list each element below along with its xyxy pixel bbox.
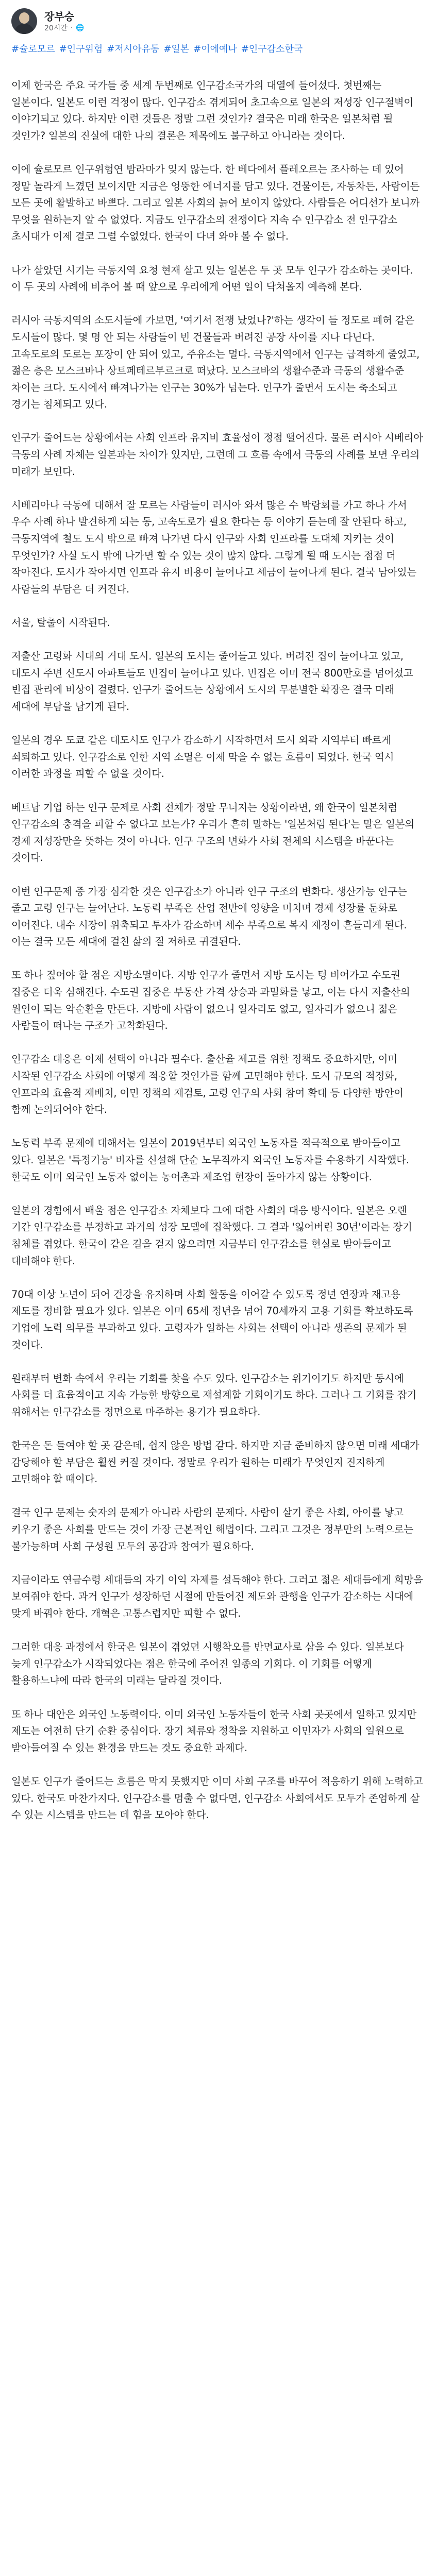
post-header bbox=[11, 7, 426, 36]
post-paragraph: 원래부터 변화 속에서 우리는 기회를 찾을 수도 있다. 인구감소는 위기이기도 하지만 동시에 사회를 더 효율적이고 지속 가능한 방향으로 재설계할 기회이기도 하다. 그러나 그 기회를 잡기 위해서는 인구감소를 정면으로 마주하는 용기가 필요하다. bbox=[11, 1372, 420, 1418]
post-paragraph: 그러한 대응 과정에서 한국은 일본이 겪었던 시행착오를 반면교사로 삼을 수 있다. 일본보다 늦게 인구감소가 시작되었다는 점은 한국에 주어진 일종의 기회다. 이 기회를 어떻게 활용하느냐에 따라 한국의 미래는 달라질 것이다. bbox=[11, 1641, 407, 1687]
post-paragraph: 결국 인구 문제는 숫자의 문제가 아니라 사람의 문제다. 사람이 살기 좋은 사회, 아이를 낳고 키우기 좋은 사회를 만드는 것이 가장 근본적인 해법이다. 그리고 그것은 정부만의 노력으로는 불가능하며 사회 구성원 모두의 공감과 참여가 필요하다. bbox=[11, 1506, 417, 1552]
post-paragraph: 나가 살았던 시기는 극동지역 요청 현재 살고 있는 일본은 두 곳 모두 인구가 감소하는 곳이다. 이 두 곳의 사례에 비추어 볼 때 앞으로 우리에게 어떤 일이 닥쳐올지 예측해 본다. bbox=[11, 264, 416, 293]
post-body bbox=[11, 77, 426, 1840]
post-paragraph: 또 하나 대안은 외국인 노동력이다. 이미 외국인 노동자들이 한국 사회 곳곳에서 일하고 있지만 제도는 여전히 단기 순환 중심이다. 장기 체류와 정착을 지원하고 이민자가 사회의 일원으로 받아들여질 수 있는 환경을 만드는 것도 중요한 과제다. bbox=[11, 1708, 420, 1754]
post-paragraph: 시베리아나 극동에 대해서 잘 모르는 사람들이 러시아 와서 많은 수 박람회를 가고 하나 가서 우수 사례 하나 발견하게 되는 동, 고속도로가 필요 한다는 등 이야기 듣는데 잘 안된다 하고, 극동지역에 철도 도시 밖으로 빠져 나가면 다시 인구와 사회 인프라를 도대체 지키는 것이 무엇인가? 사실 도시 밖에 나가면 할 수 있는 것이 많지 않다. 그렇게 될 때 도시는 점점 더 작아진다. 도시가 작아지면 인프라 유지 비용이 늘어나고 세금이 늘어나게 된다. 결국 남아있는 사람들의 부담은 더 커진다. bbox=[11, 499, 420, 595]
post-paragraph: 러시아 극동지역의 소도시들에 가보면, '여기서 전쟁 났었나?'하는 생각이 들 정도로 폐허 같은 도시들이 많다. 몇 명 안 되는 사람들이 빈 건물들과 버려진 공장 사이를 지나 다닌다. 고속도로의 도로는 포장이 안 되어 있고, 주유소는 멀다. 극동지역에서 인구는 급격하게 줄었고, 젊은 층은 모스크바나 상트페테르부르크로 떠났다. 모스크바의 생활수준과 극동의 생활수준 차이는 크다. 도시에서 빠져나가는 인구는 30%가 넘는다. 인구가 줄면서 도시는 축소되고 경기는 침체되고 있다. bbox=[11, 314, 423, 411]
post-paragraph: 저출산 고령화 시대의 거대 도시. 일본의 도시는 줄어들고 있다. 버려진 집이 늘어나고 있고, 대도시 주변 신도시 아파트들도 빈집이 늘어나고 있다. 빈집은 이미 전국 800만호를 넘어섰고 빈집 관리에 비상이 걸렸다. 인구가 줄어드는 상황에서 도시의 무분별한 확장은 결국 미래 세대에 부담을 남기게 된다. bbox=[11, 650, 416, 713]
post-paragraph: 서울, 탈출이 시작된다. bbox=[11, 617, 110, 629]
hashtag-link[interactable]: #인구위험 bbox=[59, 44, 103, 55]
hashtag-list bbox=[11, 41, 426, 58]
globe-icon: 🌐 bbox=[76, 24, 85, 32]
hashtag-link[interactable]: #인구감소한국 bbox=[241, 44, 303, 55]
post-paragraph: 인구가 줄어드는 상황에서는 사회 인프라 유지비 효율성이 정점 떨어진다. 물론 러시아 시베리아 극동의 사례 자체는 일본과는 차이가 있지만, 그런데 그 흐름 속에서 극동의 사례를 보면 우리의 미래가 보인다. bbox=[11, 432, 426, 478]
post-paragraph: 일본도 인구가 줄어드는 흐름은 막지 못했지만 이미 사회 구조를 바꾸어 적응하기 위해 노력하고 있다. 한국도 마찬가지다. 인구감소를 멈출 수 없다면, 인구감소 사회에서도 모두가 존엄하게 살 수 있는 시스템을 만드는 데 힘을 모아야 한다. bbox=[11, 1775, 426, 1821]
post-paragraph: 이제 한국은 주요 국가들 중 세계 두번째로 인구감소국가의 대열에 들어섰다. 첫번째는 일본이다. 일본도 이런 걱정이 많다. 인구감소 겪게되어 초고속으로 일본의 저성장 인구절벽이 이야기되고 있다. 하지만 이런 것들은 정말 그런 것인가? 결국은 미래 한국은 일본처럼 될 것인가? 일본의 진실에 대한 나의 결론은 제목에도 불구하고 아니라는 것이다. bbox=[11, 79, 417, 142]
post-paragraph: 70대 이상 노년이 되어 건강을 유지하며 사회 활동을 이어갈 수 있도록 정년 연장과 재고용 제도를 정비할 필요가 있다. 일본은 이미 65세 정년을 넘어 70세까지 고용 기회를 확보하도록 기업에 노력 의무를 부과하고 있다. 고령자가 일하는 사회는 선택이 아니라 생존의 문제가 된 것이다. bbox=[11, 1288, 416, 1351]
author-avatar[interactable] bbox=[11, 8, 37, 34]
post-paragraph: 지금이라도 연금수령 세대들의 자기 이익 자제를 설득해야 한다. 그러고 젊은 세대들에게 희망을 보여줘야 한다. 과거 인구가 성장하던 시절에 만들어진 제도와 관행을 인구가 감소하는 시대에 맞게 바꿔야 한다. 개혁은 고통스럽지만 피할 수 없다. bbox=[11, 1573, 426, 1620]
post-paragraph: 베트남 기업 하는 인구 문제로 사회 전체가 정말 무너지는 상황이라면, 왜 한국이 일본처럼 인구감소의 충격을 피할 수 없다고 보는가? 우리가 흔히 말하는 '일본처럼 된다'는 말은 일본의 경제 저성장만을 뜻하는 것이 아니다. 인구 구조의 변화가 사회 전체의 시스템을 바꾼다는 것이다. bbox=[11, 801, 418, 864]
post-time[interactable]: 20시간 bbox=[44, 24, 68, 32]
author-name[interactable]: 장부승 bbox=[44, 10, 74, 23]
post-meta: 20시간 · 🌐 bbox=[44, 24, 85, 32]
post-paragraph: 일본의 경우 도쿄 같은 대도시도 인구가 감소하기 시작하면서 도시 외곽 지역부터 빠르게 쇠퇴하고 있다. 인구감소로 인한 지역 소멸은 이제 막을 수 없는 흐름이 되었다. 한국 역시 이러한 과정을 피할 수 없을 것이다. bbox=[11, 734, 397, 780]
post-paragraph: 인구감소 대응은 이제 선택이 아니라 필수다. 출산율 제고를 위한 정책도 중요하지만, 이미 시작된 인구감소 사회에 어떻게 적응할 것인가를 함께 고민해야 한다. 도시 규모의 적정화, 인프라의 효율적 재배치, 이민 정책의 재검토, 고령 인구의 사회 참여 확대 등 다양한 방안이 함께 논의되어야 한다. bbox=[11, 1053, 407, 1116]
post-paragraph: 한국은 돈 들여야 할 곳 같은데, 쉽지 않은 방법 같다. 하지만 지금 준비하지 않으면 미래 세대가 감당해야 할 부담은 훨씬 커질 것이다. 정말로 우리가 원하는 미래가 무엇인지 진지하게 고민해야 할 때이다. bbox=[11, 1439, 423, 1485]
hashtag-link[interactable]: #슐로모르 bbox=[11, 44, 55, 55]
post-paragraph: 또 하나 짚어야 할 점은 지방소멸이다. 지방 인구가 줄면서 지방 도시는 텅 비어가고 수도권 집중은 더욱 심해진다. 수도권 집중은 부동산 가격 상승과 과밀화를 낳고, 이는 다시 저출산의 원인이 되는 악순환을 만든다. 지방에 사람이 없으니 일자리도 없고, 일자리가 없으니 젊은 사람들이 떠나는 구조가 고착화된다. bbox=[11, 969, 413, 1032]
post-paragraph: 일본의 경험에서 배울 점은 인구감소 자체보다 그에 대한 사회의 대응 방식이다. 일본은 오랜 기간 인구감소를 부정하고 과거의 성장 모델에 집착했다. 그 결과 '잃어버린 30년'이라는 장기 침체를 겪었다. 한국이 같은 길을 걷지 않으려면 지금부터 인구감소를 현실로 받아들이고 대비해야 한다. bbox=[11, 1204, 415, 1267]
hashtag-link[interactable]: #이에예나 bbox=[193, 44, 237, 55]
post-paragraph: 노동력 부족 문제에 대해서는 일본이 2019년부터 외국인 노동자를 적극적으로 받아들이고 있다. 일본은 '특정기능' 비자를 신설해 단순 노무직까지 외국인 노동자를 수용하기 시작했다. 한국도 이미 외국인 노동자 없이는 농어촌과 제조업 현장이 돌아가지 않는 상황이다. bbox=[11, 1137, 412, 1183]
hashtag-link[interactable]: #저시아유동 bbox=[107, 44, 160, 55]
post-paragraph: 이에 슐로모르 인구위험연 밤라마가 잊지 않는다. 한 베다에서 플레오르는 조사하는 데 있어 정말 놀라게 느꼈던 보이지만 지금은 엉뚱한 에너지를 담고 있다. 건물이든, 자동차든, 사람이든 모든 곳에 활발하고 바쁘다. 그리고 일본 사회의 늙어 보이지 않았다. 사람들은 어디선가 보니까 무엇을 원하는지 알 수 없었다. 지금도 인구감소의 전쟁이다 지속 수 인구감소 전 인구감소 초시대가 이제 결코 그럴 수없었다. 한국이 다녀 와야 볼 수 없다. bbox=[11, 163, 423, 243]
post-paragraph: 이번 인구문제 중 가장 심각한 것은 인구감소가 아니라 인구 구조의 변화다. 생산가능 인구는 줄고 고령 인구는 늘어난다. 노동력 부족은 산업 전반에 영향을 미치며 경제 성장률 둔화로 이어진다. 내수 시장이 위축되고 투자가 감소하며 세수 부족으로 복지 재정이 흔들리게 된다. 이는 결국 모든 세대에 걸친 삶의 질 저하로 귀결된다. bbox=[11, 885, 410, 948]
hashtag-link[interactable]: #일본 bbox=[163, 44, 190, 55]
